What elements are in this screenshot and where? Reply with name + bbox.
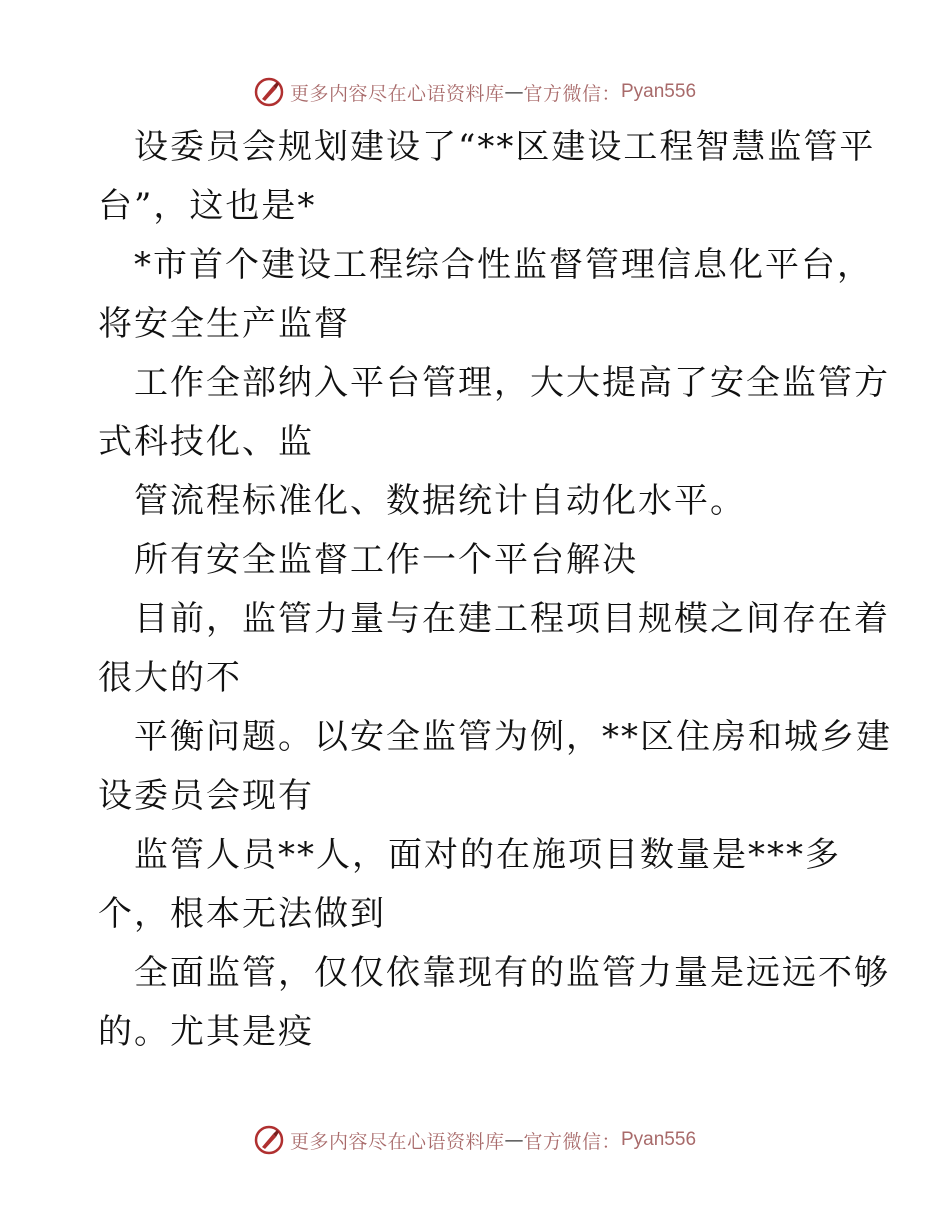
text-line: 管流程标准化、数据统计自动化水平。 [134,481,746,521]
text-line: 设委员会规划建设了“**区建设工程智慧监管平 [134,127,876,167]
text-line: *市首个建设工程综合性监督管理信息化平台， [134,245,873,285]
text-line: 设委员会现有 [98,776,314,816]
text-line: 监管人员**人，面对的在施项目数量是***多 [134,835,841,875]
text-line: 个，根本无法做到 [98,894,386,934]
banner-contact-id: Pyan556 [621,1129,697,1150]
text-line: 台”，这也是* [98,186,317,226]
footer-banner [0,1120,950,1160]
banner-contact-id: Pyan556 [621,81,697,102]
banner-contact-text: 官方微信： [523,82,621,105]
section-heading: 所有安全监督工作一个平台解决 [134,540,638,580]
text-line: 全面监管，仅仅依靠现有的监管力量是远远不够 [134,953,890,993]
banner-site-text: 更多内容尽在心语资料库 [289,82,505,105]
banner-separator: — [504,81,524,103]
text-line: 很大的不 [98,658,242,698]
text-line: 平衡问题。以安全监管为例，**区住房和城乡建 [134,717,892,757]
text-line: 将安全生产监督 [98,304,350,344]
header-banner [0,72,950,112]
document-body [98,118,892,1062]
banner-site-text: 更多内容尽在心语资料库 [289,1130,505,1153]
text-line: 的。尤其是疫 [98,1012,314,1052]
fountain-pen-seal-icon [254,77,284,107]
banner-contact-text: 官方微信： [523,1130,621,1153]
banner-separator: — [504,1129,524,1151]
text-line: 目前，监管力量与在建工程项目规模之间存在着 [134,599,890,639]
text-line: 工作全部纳入平台管理，大大提高了安全监管方 [134,363,890,403]
text-line: 式科技化、监 [98,422,314,462]
fountain-pen-seal-icon [254,1125,284,1155]
